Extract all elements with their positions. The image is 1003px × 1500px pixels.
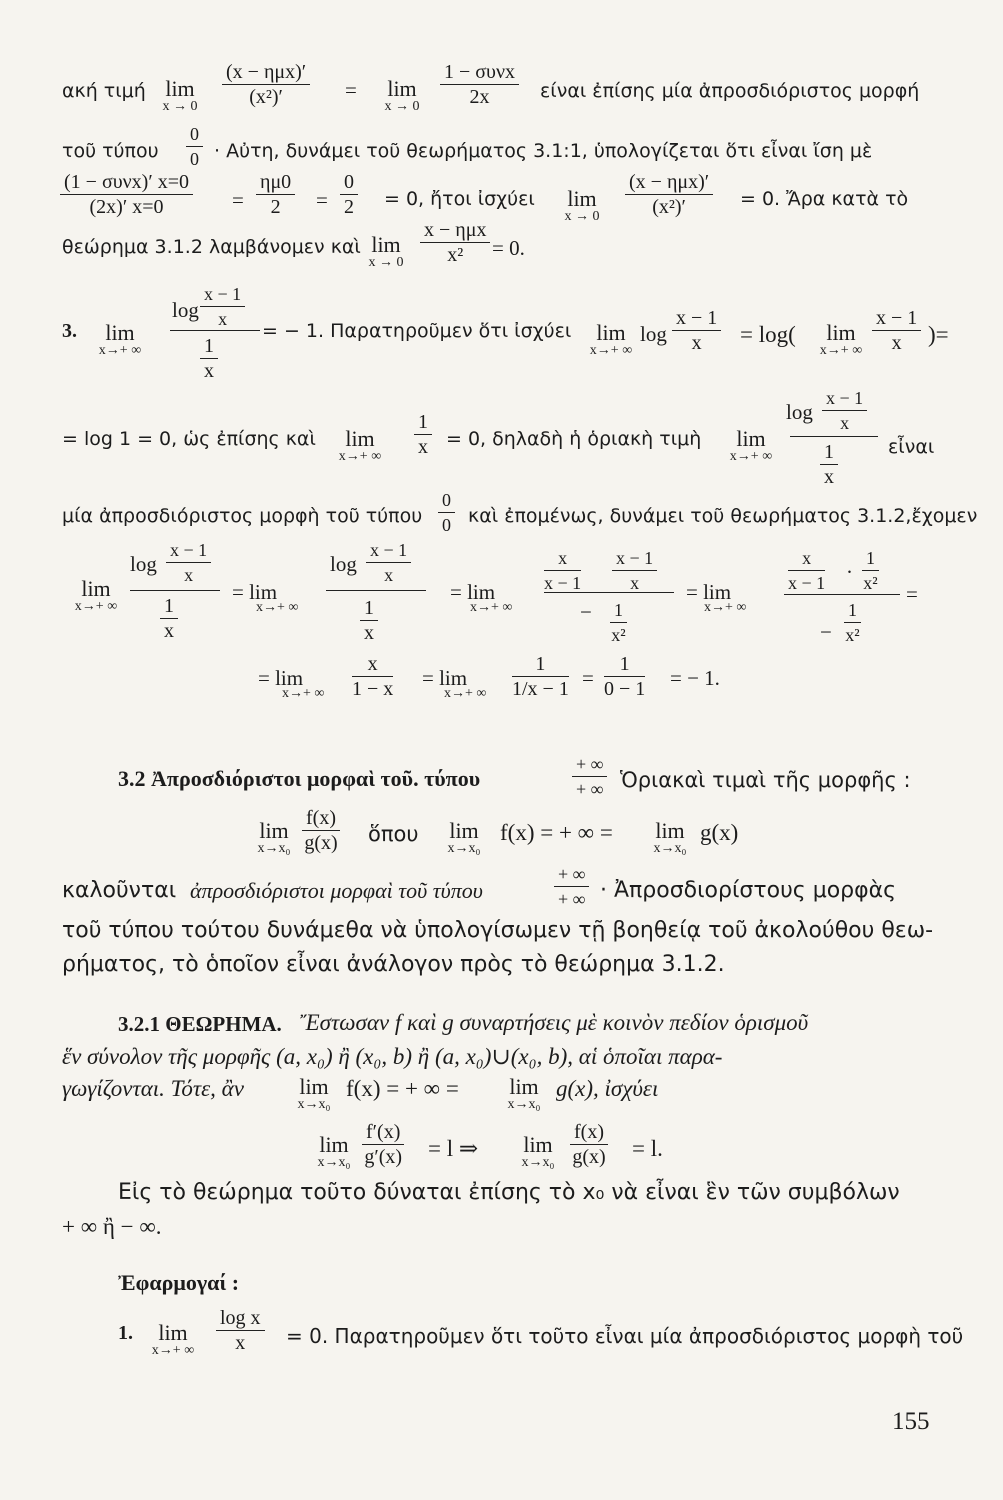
text-line: )= [928,322,949,347]
limit: lim x→+ ∞ [98,320,142,358]
limit: lim x→+ ∞ [74,576,118,614]
log: log [172,298,199,322]
limit: lim x→x₀ [297,1074,331,1112]
equals: = [345,78,357,102]
text-line: ρήματος, τὸ ὁποῖον εἶναι ἀνάλογον πρὸς τὸ θεώρημα 3.1.2. [62,952,725,977]
fraction: x − 1 x [366,538,411,587]
equals: = [906,582,918,606]
limit: lim x→+ ∞ [589,320,633,358]
section-title: 3.2 Ἀπροσδιόριστοι μορφαὶ τοῦ. τύπου [118,766,481,791]
item-number: 1. [118,1322,133,1344]
limit-sub: x→+ ∞ [704,600,747,615]
text-line: καὶ ἐπομένως, δυνάμει τοῦ θεωρήματος 3.1.2,ἔχομεν [468,505,978,527]
limit: lim x → 0 [564,186,600,224]
text-line: = lim [686,580,732,604]
text-line: = log 1 = 0, ὡς ἐπίσης καὶ [62,428,316,450]
minus: − [580,600,592,624]
limit: lim x→x₀ [317,1132,351,1170]
fraction-bar [170,330,260,331]
limit: lim x→+ ∞ [151,1320,195,1358]
text-line: = 0, ἤτοι ἰσχύει [384,188,535,210]
fraction: x x − 1 [544,548,582,593]
text-line: καλοῦνται [62,878,177,903]
fraction-bar [130,590,220,591]
fraction: f(x) g(x) [302,806,340,855]
fraction: x − 1 x [200,282,245,331]
fraction: x x − 1 [788,548,826,593]
limit: lim x→x₀ [507,1074,541,1112]
fraction: (x − ημx)′ (x²)′ [625,170,713,219]
equals: = [316,188,328,212]
fraction: 0 0 [438,488,455,537]
fraction: 1 x [820,440,838,489]
theorem-heading: 3.2.1 ΘΕΩΡΗΜΑ. [118,1012,282,1036]
text-line: = − 1. Παρατηροῦμεν ὅτι ἰσχύει [262,320,572,342]
text-line: g(x) [700,820,739,845]
fraction-bar [790,436,878,437]
fraction: 1 x [200,334,218,383]
fraction: x − ημx x² [420,218,490,267]
log: log [130,552,157,576]
text-line: Ὁριακαὶ τιμαὶ τῆς μορφῆς : [620,768,911,792]
limit-sub: x→+ ∞ [256,600,299,615]
text-line: · Ἀπροσδιορίστους μορφὰς [600,878,897,903]
text-line: = − 1. [670,666,720,690]
text-line: = log( [740,322,796,347]
fraction: 1 1/x − 1 [512,653,569,700]
fraction-bar [784,594,900,595]
text-line: = lim [422,666,468,690]
fraction: x 1 − x [352,653,394,700]
fraction: x − 1 x [672,306,721,355]
fraction: 1 − συνx 2x [440,60,519,109]
text-line: είναι ἐπίσης μία ἀπροσδιόριστος μορφή [540,80,920,102]
text-line: μία ἀπροσδιόριστος μορφὴ τοῦ τύπου [62,505,423,527]
limit-sub: x→+ ∞ [282,686,325,701]
log: log [786,400,813,424]
item-number: 3. [62,320,77,342]
dot: · [846,560,853,584]
limit: lim x→x₀ [257,818,291,856]
fraction: 1 x [360,596,378,645]
limit: lim x→+ ∞ [729,426,773,464]
limit-sub: x→+ ∞ [470,600,513,615]
fraction: (1 − συνx)′ x=0 (2x)′ x=0 [60,170,193,219]
text-line: ἀπροσδιόριστοι μορφαὶ τοῦ τύπου [190,878,483,903]
fraction: 1 0 − 1 [604,653,646,700]
text-line: f(x) = + ∞ = [500,820,613,845]
text-line: εἶναι [888,436,935,458]
fraction: ημ0 2 [256,170,295,219]
text-line: f(x) = + ∞ = [346,1076,459,1101]
text-line: Εἰς τὸ θεώρημα τοῦτο δύναται ἐπίσης τὸ x₀ νὰ εἶναι ἓν τῶν συμβόλων [118,1180,900,1205]
text-line: = 0, δηλαδὴ ἡ ὁριακὴ τιμὴ [446,428,702,450]
text-line: θεώρημα 3.1.2 λαμβάνομεν καὶ [62,236,361,258]
limit: lim x→x₀ [521,1132,555,1170]
text-line: = l. [632,1136,663,1161]
limit: lim x→x₀ [653,818,687,856]
fraction: + ∞ + ∞ [554,862,589,911]
fraction: 1 x² [863,548,878,593]
text-line: · Αὐτη, δυνάμει τοῦ θεωρήματος 3.1:1, ὑπολογίζεται ὅτι εἶναι ἴση μὲ [214,140,873,162]
fraction: (x − ημx)′ (x²)′ [222,60,310,109]
limit: lim x → 0 [162,76,198,114]
fraction: log x x [216,1306,265,1355]
limit: lim x → 0 [368,232,404,270]
fraction: f(x) g(x) [570,1120,608,1169]
fraction-bar [544,592,674,593]
fraction: x − 1 x [166,538,211,587]
fraction: x − 1 x [612,546,657,595]
text-line: = 0. Ἄρα κατὰ τὸ [740,188,909,210]
text-line: = l ⇒ [428,1136,479,1161]
fraction-bar [326,590,426,591]
text-line: = lim [450,580,496,604]
text-line: = lim [232,580,278,604]
text-line: + ∞ ἢ − ∞. [62,1214,162,1239]
text-line: ὅπου [368,822,419,846]
limit: lim x → 0 [384,76,420,114]
fraction: 1 x² [611,600,626,645]
text-line: γωγίζονται. Τότε, ἂν [62,1076,244,1101]
limit: lim x→+ ∞ [338,426,382,464]
fraction: x − 1 x [872,306,921,355]
fraction: 1 x [160,594,178,643]
log: log [640,322,667,346]
text-line: τοῦ τύπου [62,140,159,162]
text-line: τοῦ τύπου τούτου δυνάμεθα νὰ ὑπολογίσωμεν τῇ βοηθείᾳ τοῦ ἀκολούθου θεω- [62,918,934,943]
limit: lim x→+ ∞ [819,320,863,358]
text-line: ακή τιμή [62,80,146,102]
fraction: 0 2 [340,170,358,219]
fraction: 0 0 [186,122,203,171]
fraction: 1 x² [845,600,860,645]
applications-heading: Ἐφαρμογαί : [118,1270,240,1295]
equals: = [582,666,594,690]
text-line: ἕν σύνολον τῆς μορφῆς (a, x₀) ἢ (x₀, b) ἢ (a, x₀)∪(x₀, b), αἱ ὁποῖαι παρα- [62,1044,723,1069]
fraction: + ∞ + ∞ [572,752,607,801]
limit-sub: x→+ ∞ [444,686,487,701]
page-number: 155 [892,1408,930,1435]
text-line: = 0. [492,236,525,260]
equals: = [232,188,244,212]
text-line: g(x), ἰσχύει [556,1076,659,1101]
log: log [330,552,357,576]
text-line: Ἔστωσαν f καὶ g συναρτήσεις μὲ κοινὸν πεδίον ὁρισμοῦ [300,1010,809,1035]
text-line: = 0. Παρατηροῦμεν ὅτι τοῦτο εἶναι μία ἀπροσδιόριστος μορφὴ τοῦ [286,1324,964,1348]
minus: − [820,620,832,644]
fraction: f′(x) g′(x) [362,1120,404,1169]
limit: lim x→x₀ [447,818,481,856]
text-line: = lim [258,666,304,690]
fraction: 1 x [414,410,432,459]
fraction: x − 1 x [822,386,867,435]
